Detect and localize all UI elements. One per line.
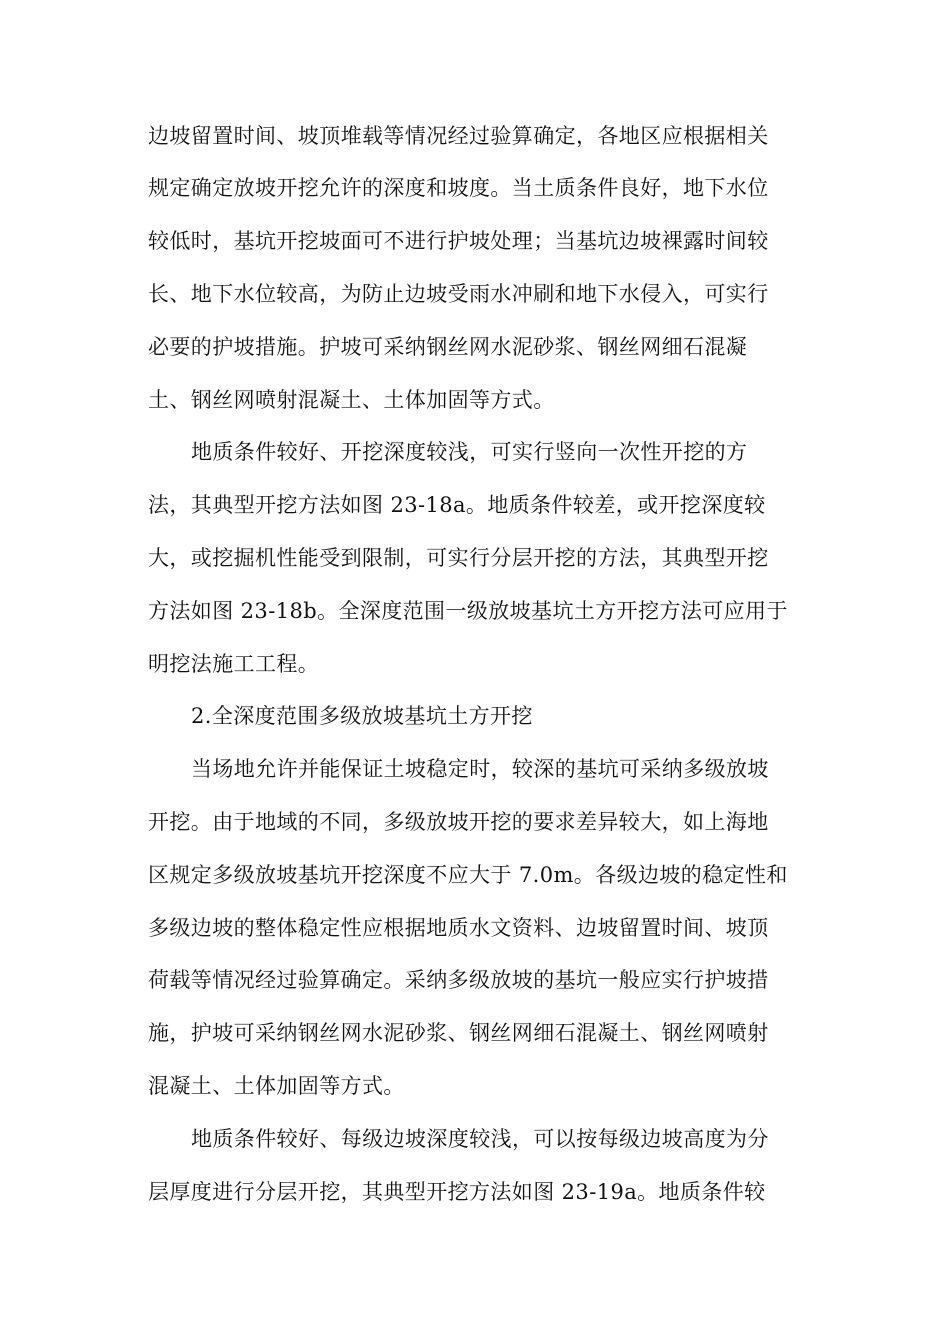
text-line: 必要的护坡措施。护坡可采纳钢丝网水泥砂浆、钢丝网细石混凝 [148,335,748,359]
text-line: 土、钢丝网喷射混凝土、土体加固等方式。 [148,388,555,412]
paragraph-first-line: 地质条件较好、每级边坡深度较浅，可以按每级边坡高度为分 [191,1127,769,1151]
text-line: 边坡留置时间、坡顶堆载等情况经过验算确定，各地区应根据相关 [148,124,769,148]
paragraph-first-line: 地质条件较好、开挖深度较浅，可实行竖向一次性开挖的方 [191,440,748,464]
text-line: 混凝土、土体加固等方式。 [148,1074,405,1098]
text-line: 方法如图 23-18b。全深度范围一级放坡基坑土方开挖方法可应用于 [148,599,788,623]
text-line: 法，其典型开挖方法如图 23-18a。地质条件较差，或开挖深度较 [148,493,766,517]
text-line: 区规定多级放坡基坑开挖深度不应大于 7.0m。各级边坡的稳定性和 [148,863,788,887]
text-line: 施，护坡可采纳钢丝网水泥砂浆、钢丝网细石混凝土、钢丝网喷射 [148,1021,769,1045]
text-line: 层厚度进行分层开挖，其典型开挖方法如图 23-19a。地质条件较 [148,1180,766,1204]
text-line: 开挖。由于地域的不同，多级放坡开挖的要求差异较大，如上海地 [148,810,769,834]
text-line: 明挖法施工工程。 [148,652,320,676]
text-line: 大，或挖掘机性能受到限制，可实行分层开挖的方法，其典型开挖 [148,546,769,570]
text-line: 多级边坡的整体稳定性应根据地质水文资料、边坡留置时间、坡顶 [148,916,769,940]
text-line: 较低时，基坑开挖坡面可不进行护坡处理；当基坑边坡裸露时间较 [148,229,769,253]
text-line: 规定确定放坡开挖允许的深度和坡度。当土质条件良好，地下水位 [148,176,769,200]
text-line: 荷载等情况经过验算确定。采纳多级放坡的基坑一般应实行护坡措 [148,968,769,992]
text-line: 长、地下水位较高，为防止边坡受雨水冲刷和地下水侵入，可实行 [148,282,769,306]
section-heading: 2.全深度范围多级放坡基坑土方开挖 [191,704,533,728]
paragraph-first-line: 当场地允许并能保证土坡稳定时，较深的基坑可采纳多级放坡 [191,757,769,781]
